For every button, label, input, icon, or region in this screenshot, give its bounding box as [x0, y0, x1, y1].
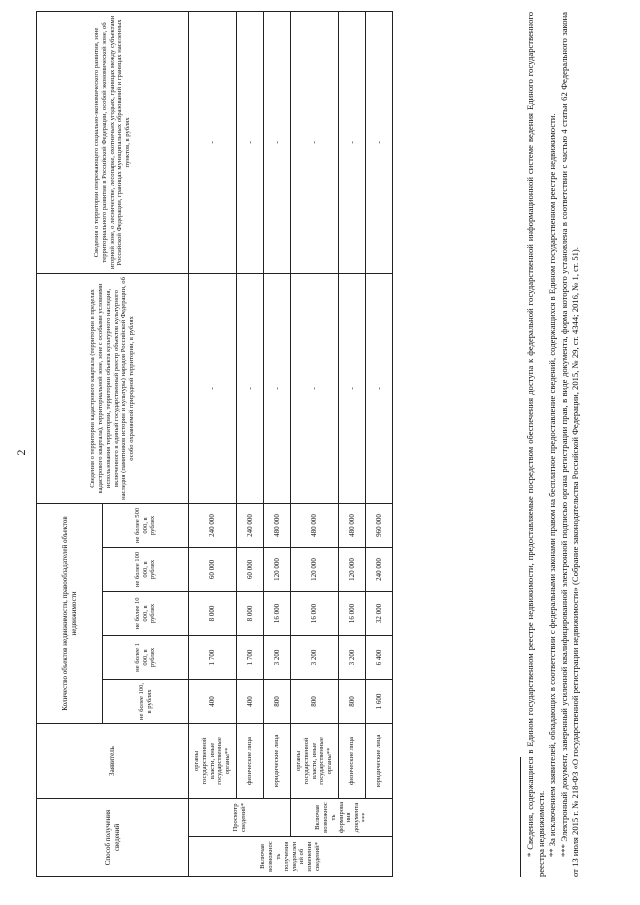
value-cell: 120 000: [264, 547, 291, 591]
value-cell: 16 000: [264, 591, 291, 635]
special-cell: -: [189, 11, 237, 273]
header-cadastral-block: Сведения о территории кадастрового квартала (территории в пределах кадастрового квартала), территориальной зоне, зоне с особыми условиями использования территории, территории объекта культурного наследия, включенного в единый государственный реестр объектов культурного наследия (памятников истории и культуры) народов Российской Федерации, об особо охраняемой природной территории, в рублях: [37, 273, 189, 503]
value-cell: 800: [264, 679, 291, 723]
value-cell: 8 000: [237, 591, 264, 635]
value-cell: 16 000: [339, 591, 366, 635]
applicant-cell: органы государственной власти, иные государственные органы**: [189, 723, 237, 798]
special-cell: -: [264, 11, 291, 273]
header-qty-1000: не более 1 000, в рублях: [103, 635, 189, 679]
applicant-cell: юридические лица: [264, 723, 291, 798]
value-cell: 240 000: [366, 547, 393, 591]
value-cell: 3 200: [339, 635, 366, 679]
header-qty-100: не более 100, в рублях: [103, 679, 189, 723]
value-cell: 800: [291, 679, 339, 723]
value-cell: 240 000: [189, 503, 237, 547]
header-qty-10000: не более 10 000, в рублях: [103, 591, 189, 635]
value-cell: 1 600: [366, 679, 393, 723]
special-cell: -: [366, 11, 393, 273]
special-cell: -: [339, 11, 366, 273]
table-row: [339, 11, 366, 876]
table-row: [291, 11, 339, 876]
value-cell: 120 000: [339, 547, 366, 591]
cadastral-cell: -: [264, 273, 291, 503]
special-cell: -: [291, 11, 339, 273]
group-view: Просмотр сведений*: [189, 798, 291, 836]
cadastral-cell: -: [189, 273, 237, 503]
value-cell: 480 000: [264, 503, 291, 547]
footnote-separator: [520, 757, 521, 877]
footnote-2: ** За исключением заявителей, обладающих в соответствии с федеральными законами правом на бесплатное предоставление сведений, содержащихся в Едином государственном реестре недвижимости.: [547, 113, 558, 857]
value-cell: 400: [237, 679, 264, 723]
cadastral-cell: -: [339, 273, 366, 503]
table-row: [189, 11, 237, 876]
applicant-cell: юридические лица: [366, 723, 393, 798]
value-cell: 1 700: [237, 635, 264, 679]
applicant-cell: физические лица: [237, 723, 264, 798]
footnotes: [520, 12, 582, 877]
cadastral-cell: -: [237, 273, 264, 503]
special-cell: -: [237, 11, 264, 273]
applicant-cell: физические лица: [339, 723, 366, 798]
applicant-cell: органы государственной власти, иные государственные органы**: [291, 723, 339, 798]
value-cell: 120 000: [291, 547, 339, 591]
value-cell: 16 000: [291, 591, 339, 635]
value-cell: 800: [339, 679, 366, 723]
value-cell: 32 000: [366, 591, 393, 635]
table-row: [264, 11, 291, 876]
value-cell: 6 400: [366, 635, 393, 679]
footnote-1: * Сведения, содержащиеся в Едином государственном реестре недвижимости, предоставляемые посредством обеспечения доступа к федеральной государственной информационной системе ведения Единого государственного реестра недвижимости.: [525, 12, 546, 877]
table-row: [366, 11, 393, 876]
value-cell: 8 000: [189, 591, 237, 635]
cadastral-cell: -: [366, 273, 393, 503]
cadastral-cell: -: [291, 273, 339, 503]
value-cell: 960 000: [366, 503, 393, 547]
header-special-territory: Сведения о территории опережающего социально-экономического развития, зоне территориального развития в Российской Федерации, особой экономической зоне, об игорной зоне, о лесничестве, лесопарке, охотничьих угодьях, границах между субъектами Российской Федерации, границах муниципальных образований и границах населенных пунктов, в рублях: [37, 11, 189, 273]
value-cell: 3 200: [264, 635, 291, 679]
header-row-1: [37, 11, 103, 876]
fee-table: [36, 11, 393, 877]
value-cell: 400: [189, 679, 237, 723]
value-cell: 480 000: [339, 503, 366, 547]
value-cell: 1 700: [189, 635, 237, 679]
value-cell: 480 000: [291, 503, 339, 547]
header-qty-100000: не более 100 000, в рублях: [103, 547, 189, 591]
group-outer-notifications: Включая возможность получения уведомлений об изменении сведений*: [189, 837, 393, 877]
page-number: 2: [14, 449, 28, 456]
value-cell: 240 000: [237, 503, 264, 547]
header-method: Способ получения сведений: [37, 798, 189, 876]
value-cell: 60 000: [189, 547, 237, 591]
table-row: [237, 11, 264, 876]
value-cell: 3 200: [291, 635, 339, 679]
header-quantity-group: Количество объектов недвижимости, правообладателей объектов недвижимости: [37, 503, 103, 723]
footnote-3: *** Электронный документ, заверенный усиленной квалифицированной электронной подписью органа регистрации прав, в виде документа, форма которого установлена в соответствии с частью 4 статьи 62 Федерального закона от 13 июля 2015 г. № 218-ФЗ «О государственной регистрации недвижимости» (Собрание законодательства Российской Федерации, 2015, № 29, ст. 4344; 2016, № 1, ст. 51).: [559, 12, 580, 877]
header-qty-500000: не более 500 000, в рублях: [103, 503, 189, 547]
group-doc-forming: Включая возможность формирования документа***: [291, 798, 393, 836]
value-cell: 60 000: [237, 547, 264, 591]
header-applicant: Заявитель: [37, 723, 189, 798]
